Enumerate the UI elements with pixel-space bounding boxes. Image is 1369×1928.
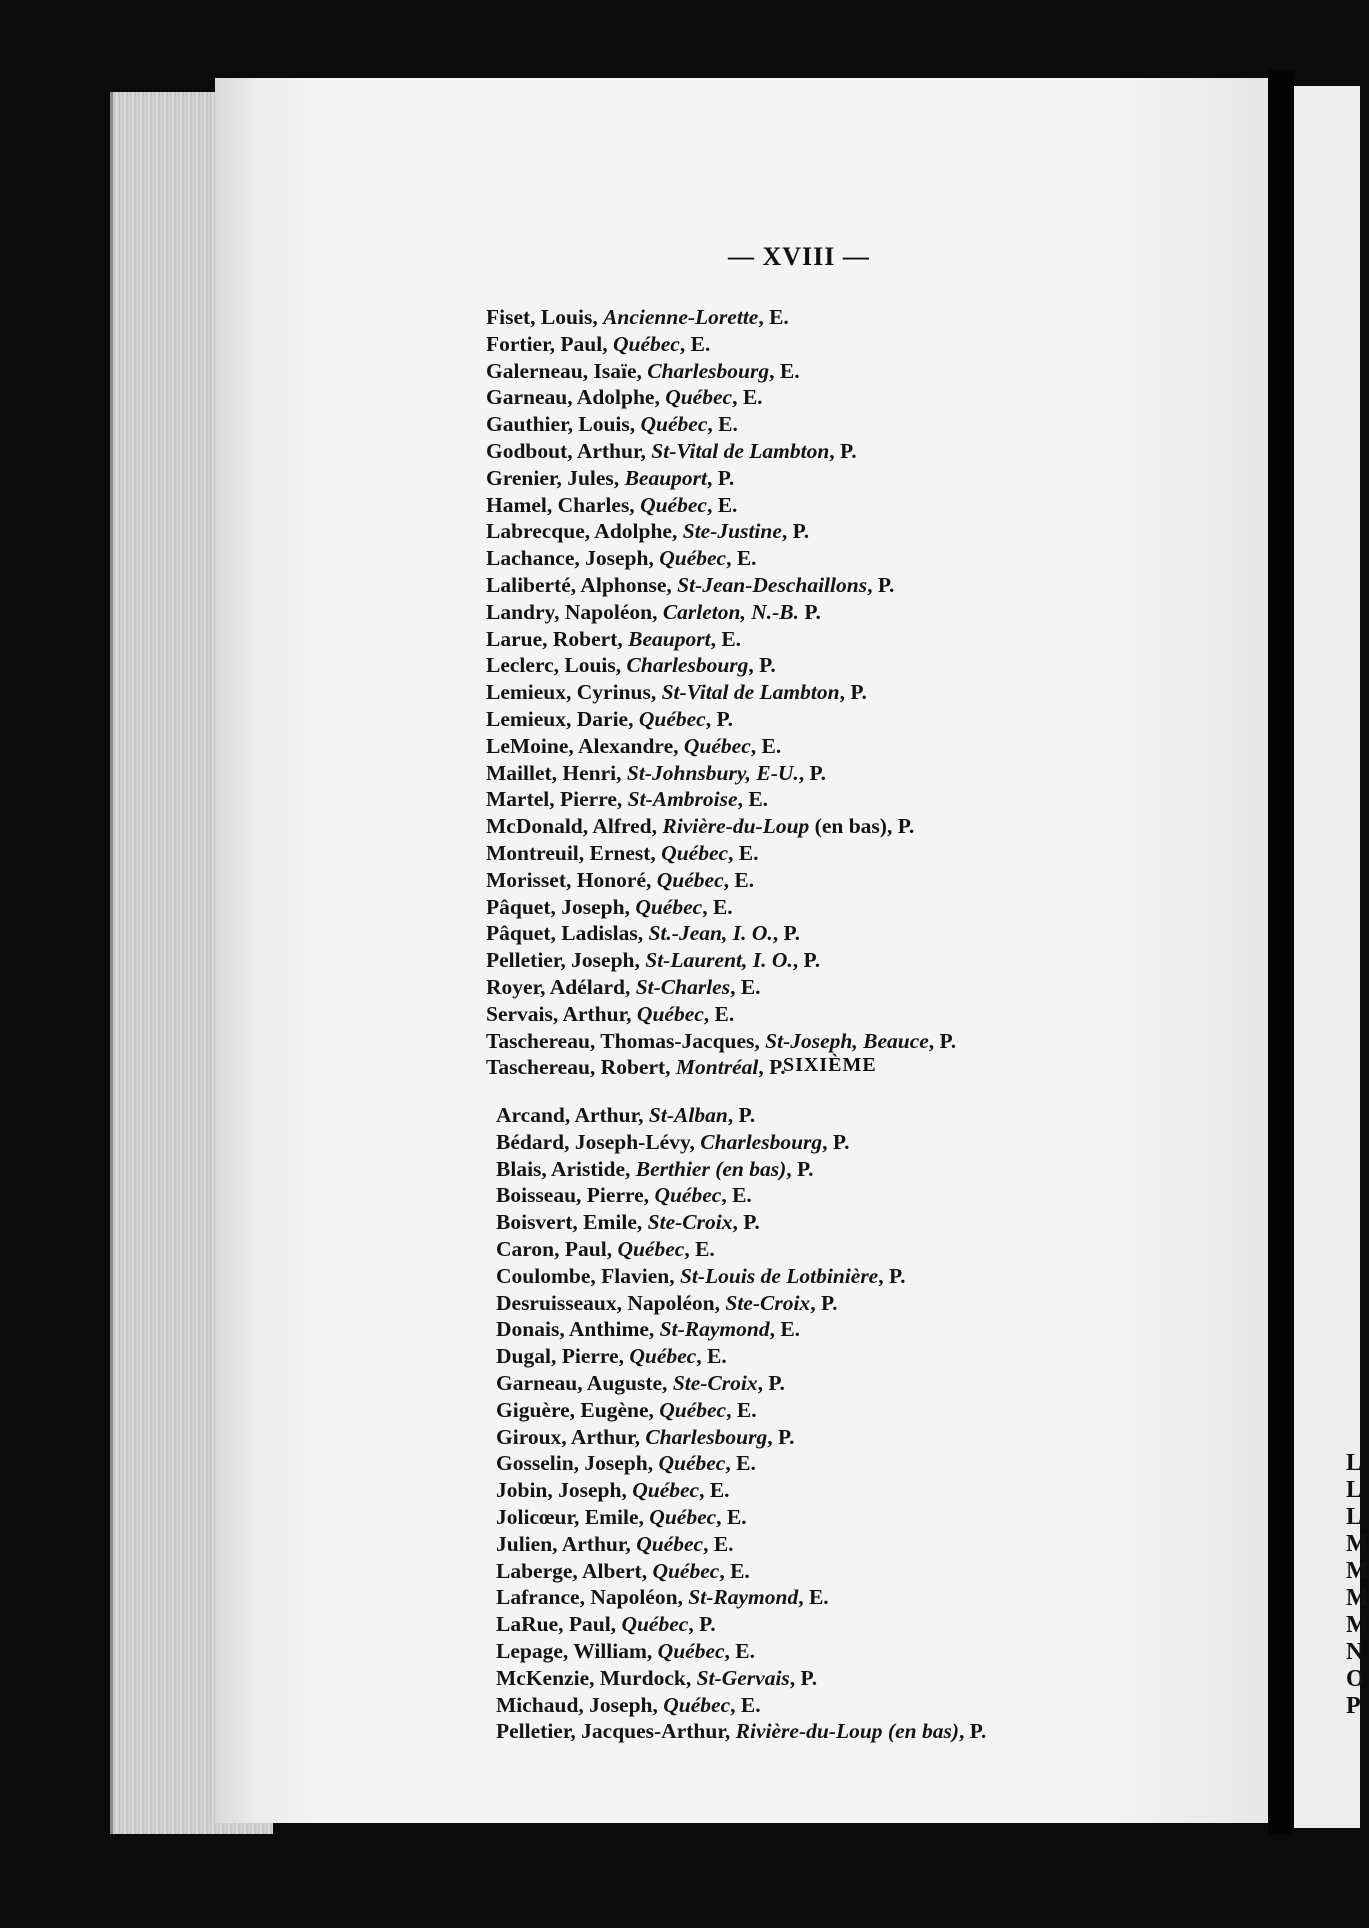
entry-place: St-Raymond (659, 1317, 770, 1342)
entry-suffix: , E. (730, 1692, 761, 1717)
list-entry (486, 974, 1126, 1001)
entry-name: Lepage, William, (496, 1638, 658, 1663)
entry-place: St-Vital de Lambton (661, 680, 840, 705)
next-page-letter: N (1346, 1639, 1364, 1665)
entry-name: Michaud, Joseph, (496, 1692, 664, 1717)
entry-place: Québec (665, 385, 733, 410)
list-entry (496, 1182, 1136, 1209)
entry-suffix: , P. (757, 1370, 785, 1395)
section-heading: SIXIÈME (783, 1054, 877, 1076)
list-entry (486, 652, 1126, 679)
entry-place: St-Johnsbury, E-U. (626, 760, 799, 785)
entry-suffix: , E. (710, 626, 742, 651)
entry-name: Boisseau, Pierre, (496, 1183, 655, 1208)
entry-place: Berthier (en bas) (635, 1156, 787, 1181)
list-entry (486, 545, 1126, 572)
entry-place: Québec (649, 1504, 717, 1529)
entry-name: Martel, Pierre, (486, 787, 628, 812)
list-entry (496, 1397, 1136, 1424)
entry-place: Québec (658, 1451, 726, 1476)
entry-name: Giroux, Arthur, (496, 1424, 646, 1449)
entry-place: Charlesbourg (645, 1424, 768, 1449)
list-entry (496, 1558, 1136, 1585)
entry-name: Montreuil, Ernest, (486, 840, 662, 865)
entry-suffix: , E. (737, 787, 769, 812)
name-list-sixieme (496, 1102, 1136, 1745)
entry-name: Pâquet, Ladislas, (486, 921, 649, 946)
entry-name: Jolicœur, Emile, (496, 1504, 650, 1529)
entry-place: Québec (636, 1531, 704, 1556)
entry-place: Beauport (624, 465, 707, 490)
next-page-letter: M (1346, 1558, 1369, 1584)
list-entry (496, 1263, 1136, 1290)
entry-suffix: , P. (688, 1612, 716, 1637)
entry-place: Québec (629, 1344, 697, 1369)
next-page-letter: L (1346, 1477, 1363, 1503)
list-entry (496, 1611, 1136, 1638)
entry-place: St-Raymond (688, 1585, 799, 1610)
entry-suffix: , E. (684, 1236, 715, 1261)
entry-name: Laberge, Albert, (496, 1558, 653, 1583)
list-entry (496, 1129, 1136, 1156)
entry-place: St-Alban (648, 1103, 728, 1127)
list-entry (496, 1665, 1136, 1692)
entry-suffix: , E. (769, 1317, 801, 1342)
entry-suffix: , E. (707, 412, 738, 437)
entry-place: Québec (632, 1478, 700, 1503)
list-entry (486, 626, 1126, 653)
list-entry (496, 1504, 1136, 1531)
entry-suffix: , E. (699, 1478, 730, 1503)
list-entry (486, 492, 1126, 519)
entry-suffix: , P. (792, 948, 821, 973)
entry-name: Taschereau, Robert, (486, 1055, 676, 1080)
entry-suffix: , P. (705, 706, 734, 731)
list-entry (486, 599, 1126, 626)
entry-name: Donais, Anthime, (496, 1317, 660, 1342)
entry-place: Québec (656, 867, 724, 892)
entry-place: Québec (659, 1397, 727, 1422)
entry-place: Québec (638, 706, 706, 731)
entry-suffix: , P. (758, 1055, 786, 1080)
entry-place: St-Vital de Lambton (651, 438, 830, 463)
entry-suffix: , E. (696, 1344, 727, 1369)
entry-place: Ancienne-Lorette (603, 305, 759, 329)
next-page-letter: M (1346, 1531, 1369, 1557)
list-entry (486, 760, 1126, 787)
list-entry (496, 1156, 1136, 1183)
entry-suffix: , E. (726, 546, 757, 571)
entry-name: Labrecque, Adolphe, (486, 519, 683, 544)
list-entry (486, 920, 1126, 947)
entry-suffix: , P. (867, 572, 895, 597)
list-entry (496, 1290, 1136, 1317)
entry-name: LaRue, Paul, (496, 1612, 622, 1637)
entry-name: Pâquet, Joseph, (486, 894, 636, 919)
entry-name: Julien, Arthur, (496, 1531, 637, 1556)
entry-name: Gosselin, Joseph, (496, 1451, 659, 1476)
entry-place: Ste-Justine (682, 519, 782, 544)
entry-name: Arcand, Arthur, (496, 1103, 649, 1127)
list-entry (486, 947, 1126, 974)
list-entry (486, 572, 1126, 599)
entry-suffix: , P. (798, 760, 827, 785)
entry-suffix: , E. (719, 1558, 750, 1583)
entry-name: Fiset, Louis, (486, 305, 604, 329)
next-page-letter: P (1346, 1693, 1361, 1719)
entry-name: Jobin, Joseph, (496, 1478, 633, 1503)
entry-place: St-Louis de Lotbinière (679, 1263, 879, 1288)
page-number-header: — XVIII — (728, 242, 870, 271)
entry-suffix: , P. (839, 680, 867, 705)
entry-place: Québec (640, 492, 707, 517)
entry-name: Taschereau, Thomas-Jacques, (486, 1028, 766, 1053)
list-entry (496, 1718, 1136, 1745)
entry-suffix: , E. (703, 1531, 734, 1556)
entry-name: Godbout, Arthur, (486, 438, 652, 463)
entry-name: Gauthier, Louis, (486, 412, 641, 437)
list-entry (496, 1370, 1136, 1397)
entry-place: Québec (657, 1638, 725, 1663)
list-entry (486, 786, 1126, 813)
entry-name: Lachance, Joseph, (486, 546, 660, 571)
entry-suffix: , P. (707, 465, 735, 490)
list-entry (496, 1102, 1136, 1129)
entry-place: St.-Jean, I. O. (648, 921, 773, 946)
list-entry (486, 813, 1126, 840)
next-page-letter: O (1346, 1666, 1365, 1692)
entry-place: St-Laurent, I. O. (645, 948, 793, 973)
list-entry (496, 1584, 1136, 1611)
entry-place: Québec (659, 546, 727, 571)
entry-name: Servais, Arthur, (486, 1001, 637, 1026)
entry-place: Québec (654, 1183, 722, 1208)
entry-name: Bédard, Joseph-Lévy, (496, 1129, 701, 1154)
entry-name: Caron, Paul, (496, 1236, 618, 1261)
entry-suffix: , E. (798, 1585, 829, 1610)
entry-suffix: , P. (732, 1210, 760, 1235)
entry-suffix: (en bas), P. (809, 814, 915, 839)
entry-suffix: , E. (728, 840, 759, 865)
entry-place: Québec (635, 894, 703, 919)
book-gutter (1268, 70, 1294, 1835)
list-entry (496, 1209, 1136, 1236)
entry-place: St-Gervais (696, 1665, 790, 1690)
entry-place: Rivière-du-Loup (en bas) (735, 1719, 959, 1744)
entry-suffix: , P. (822, 1129, 850, 1154)
entry-suffix: , E. (702, 894, 733, 919)
entry-suffix: , E. (724, 1638, 756, 1663)
entry-place: Québec (621, 1612, 689, 1637)
entry-place: Ste-Croix (725, 1290, 811, 1315)
entry-name: Hamel, Charles, (486, 492, 641, 517)
entry-name: Pelletier, Jacques-Arthur, (496, 1719, 736, 1744)
entry-suffix: , P. (772, 921, 801, 946)
entry-name: Garneau, Auguste, (496, 1370, 673, 1395)
entry-suffix: P. (799, 599, 821, 624)
next-page-letter: L (1346, 1504, 1363, 1530)
entry-suffix: , P. (928, 1028, 957, 1053)
entry-suffix: , P. (959, 1719, 987, 1744)
entry-suffix: , P. (748, 653, 776, 678)
entry-name: McDonald, Alfred, (486, 814, 663, 839)
entry-name: Desruisseaux, Napoléon, (496, 1290, 726, 1315)
entry-place: Beauport (628, 626, 711, 651)
entry-name: McKenzie, Murdock, (496, 1665, 697, 1690)
entry-name: Dugal, Pierre, (496, 1344, 630, 1369)
list-entry (486, 384, 1126, 411)
entry-place: Charlesbourg (626, 653, 749, 678)
entry-name: Royer, Adélard, (486, 974, 636, 999)
list-entry (486, 894, 1126, 921)
entry-name: Larue, Robert, (486, 626, 629, 651)
entry-place: Ste-Croix (672, 1370, 758, 1395)
entry-suffix: , P. (810, 1290, 838, 1315)
list-entry (486, 438, 1126, 465)
entry-name: Lemieux, Darie, (486, 706, 639, 731)
entry-name: Coulombe, Flavien, (496, 1263, 680, 1288)
entry-place: Charlesbourg (700, 1129, 823, 1154)
entry-name: Blais, Aristide, (496, 1156, 636, 1181)
list-entry (496, 1316, 1136, 1343)
entry-name: Galerneau, Isaïe, (486, 358, 648, 383)
list-entry (486, 867, 1126, 894)
entry-name: Landry, Napoléon, (486, 599, 663, 624)
entry-name: Grenier, Jules, (486, 465, 625, 490)
entry-suffix: , E. (732, 385, 763, 410)
list-entry (486, 679, 1126, 706)
entry-place: Rivière-du-Loup (662, 814, 810, 839)
list-entry (496, 1692, 1136, 1719)
list-entry (486, 1028, 1126, 1055)
entry-suffix: , E. (716, 1504, 747, 1529)
entry-suffix: , P. (767, 1424, 795, 1449)
entry-place: Charlesbourg (647, 358, 770, 383)
entry-place: St-Charles (635, 974, 731, 999)
entry-suffix: , P. (781, 519, 810, 544)
next-page-letters (1346, 1450, 1369, 1720)
list-entry (496, 1424, 1136, 1451)
entry-name: Leclerc, Louis, (486, 653, 627, 678)
list-entry (496, 1450, 1136, 1477)
list-entry (496, 1531, 1136, 1558)
entry-suffix: , P. (789, 1665, 818, 1690)
next-page-letter: M (1346, 1585, 1369, 1611)
list-entry (486, 358, 1126, 385)
entry-place: Québec (652, 1558, 720, 1583)
entry-place: Montréal (675, 1055, 759, 1080)
next-page-letter: M (1346, 1612, 1369, 1638)
entry-suffix: , P. (727, 1103, 756, 1127)
entry-suffix: , E. (750, 733, 782, 758)
entry-name: Garneau, Adolphe, (486, 385, 666, 410)
next-page-letter: L (1346, 1450, 1363, 1476)
entry-place: Ste-Croix (647, 1210, 733, 1235)
entry-name: Giguère, Eugène, (496, 1397, 660, 1422)
entry-suffix: , E. (726, 1397, 757, 1422)
entry-name: Laliberté, Alphonse, (486, 572, 678, 597)
entry-suffix: , E. (706, 492, 738, 517)
entry-place: St-Jean-Deschaillons (677, 572, 868, 597)
entry-suffix: , P. (878, 1263, 906, 1288)
entry-place: Québec (640, 412, 708, 437)
entry-suffix: , E. (758, 305, 789, 329)
entry-name: Lafrance, Napoléon, (496, 1585, 689, 1610)
entry-suffix: , E. (723, 867, 755, 892)
name-list-first (486, 304, 1126, 1081)
entry-suffix: , P. (829, 438, 857, 463)
entry-place: Québec (612, 331, 680, 356)
entry-name: Lemieux, Cyrinus, (486, 680, 662, 705)
entry-suffix: , E. (769, 358, 800, 383)
list-entry (496, 1638, 1136, 1665)
list-entry (486, 411, 1126, 438)
entry-name: LeMoine, Alexandre, (486, 733, 684, 758)
entry-suffix: , E. (679, 331, 711, 356)
entry-name: Fortier, Paul, (486, 331, 613, 356)
entry-place: Québec (661, 840, 729, 865)
list-entry (486, 706, 1126, 733)
entry-place: Québec (663, 1692, 731, 1717)
list-entry (486, 304, 1126, 331)
entry-place: Québec (683, 733, 751, 758)
entry-suffix: , E. (725, 1451, 756, 1476)
list-entry (486, 733, 1126, 760)
entry-name: Pelletier, Joseph, (486, 948, 646, 973)
list-entry (486, 840, 1126, 867)
entry-name: Boisvert, Emile, (496, 1210, 648, 1235)
entry-suffix: , E. (721, 1183, 752, 1208)
entry-name: Morisset, Honoré, (486, 867, 657, 892)
list-entry (486, 1001, 1126, 1028)
entry-name: Maillet, Henri, (486, 760, 627, 785)
list-entry (496, 1236, 1136, 1263)
list-entry (486, 465, 1126, 492)
entry-place: Québec (636, 1001, 704, 1026)
entry-place: Carleton, N.-B. (662, 599, 800, 624)
list-entry (486, 331, 1126, 358)
entry-suffix: , P. (786, 1156, 814, 1181)
entry-suffix: , E. (730, 974, 761, 999)
list-entry (486, 518, 1126, 545)
list-entry (496, 1343, 1136, 1370)
entry-place: St-Ambroise (627, 787, 738, 812)
entry-suffix: , E. (703, 1001, 735, 1026)
entry-place: St-Joseph, Beauce (765, 1028, 929, 1053)
list-entry (496, 1477, 1136, 1504)
entry-place: Québec (617, 1236, 685, 1261)
